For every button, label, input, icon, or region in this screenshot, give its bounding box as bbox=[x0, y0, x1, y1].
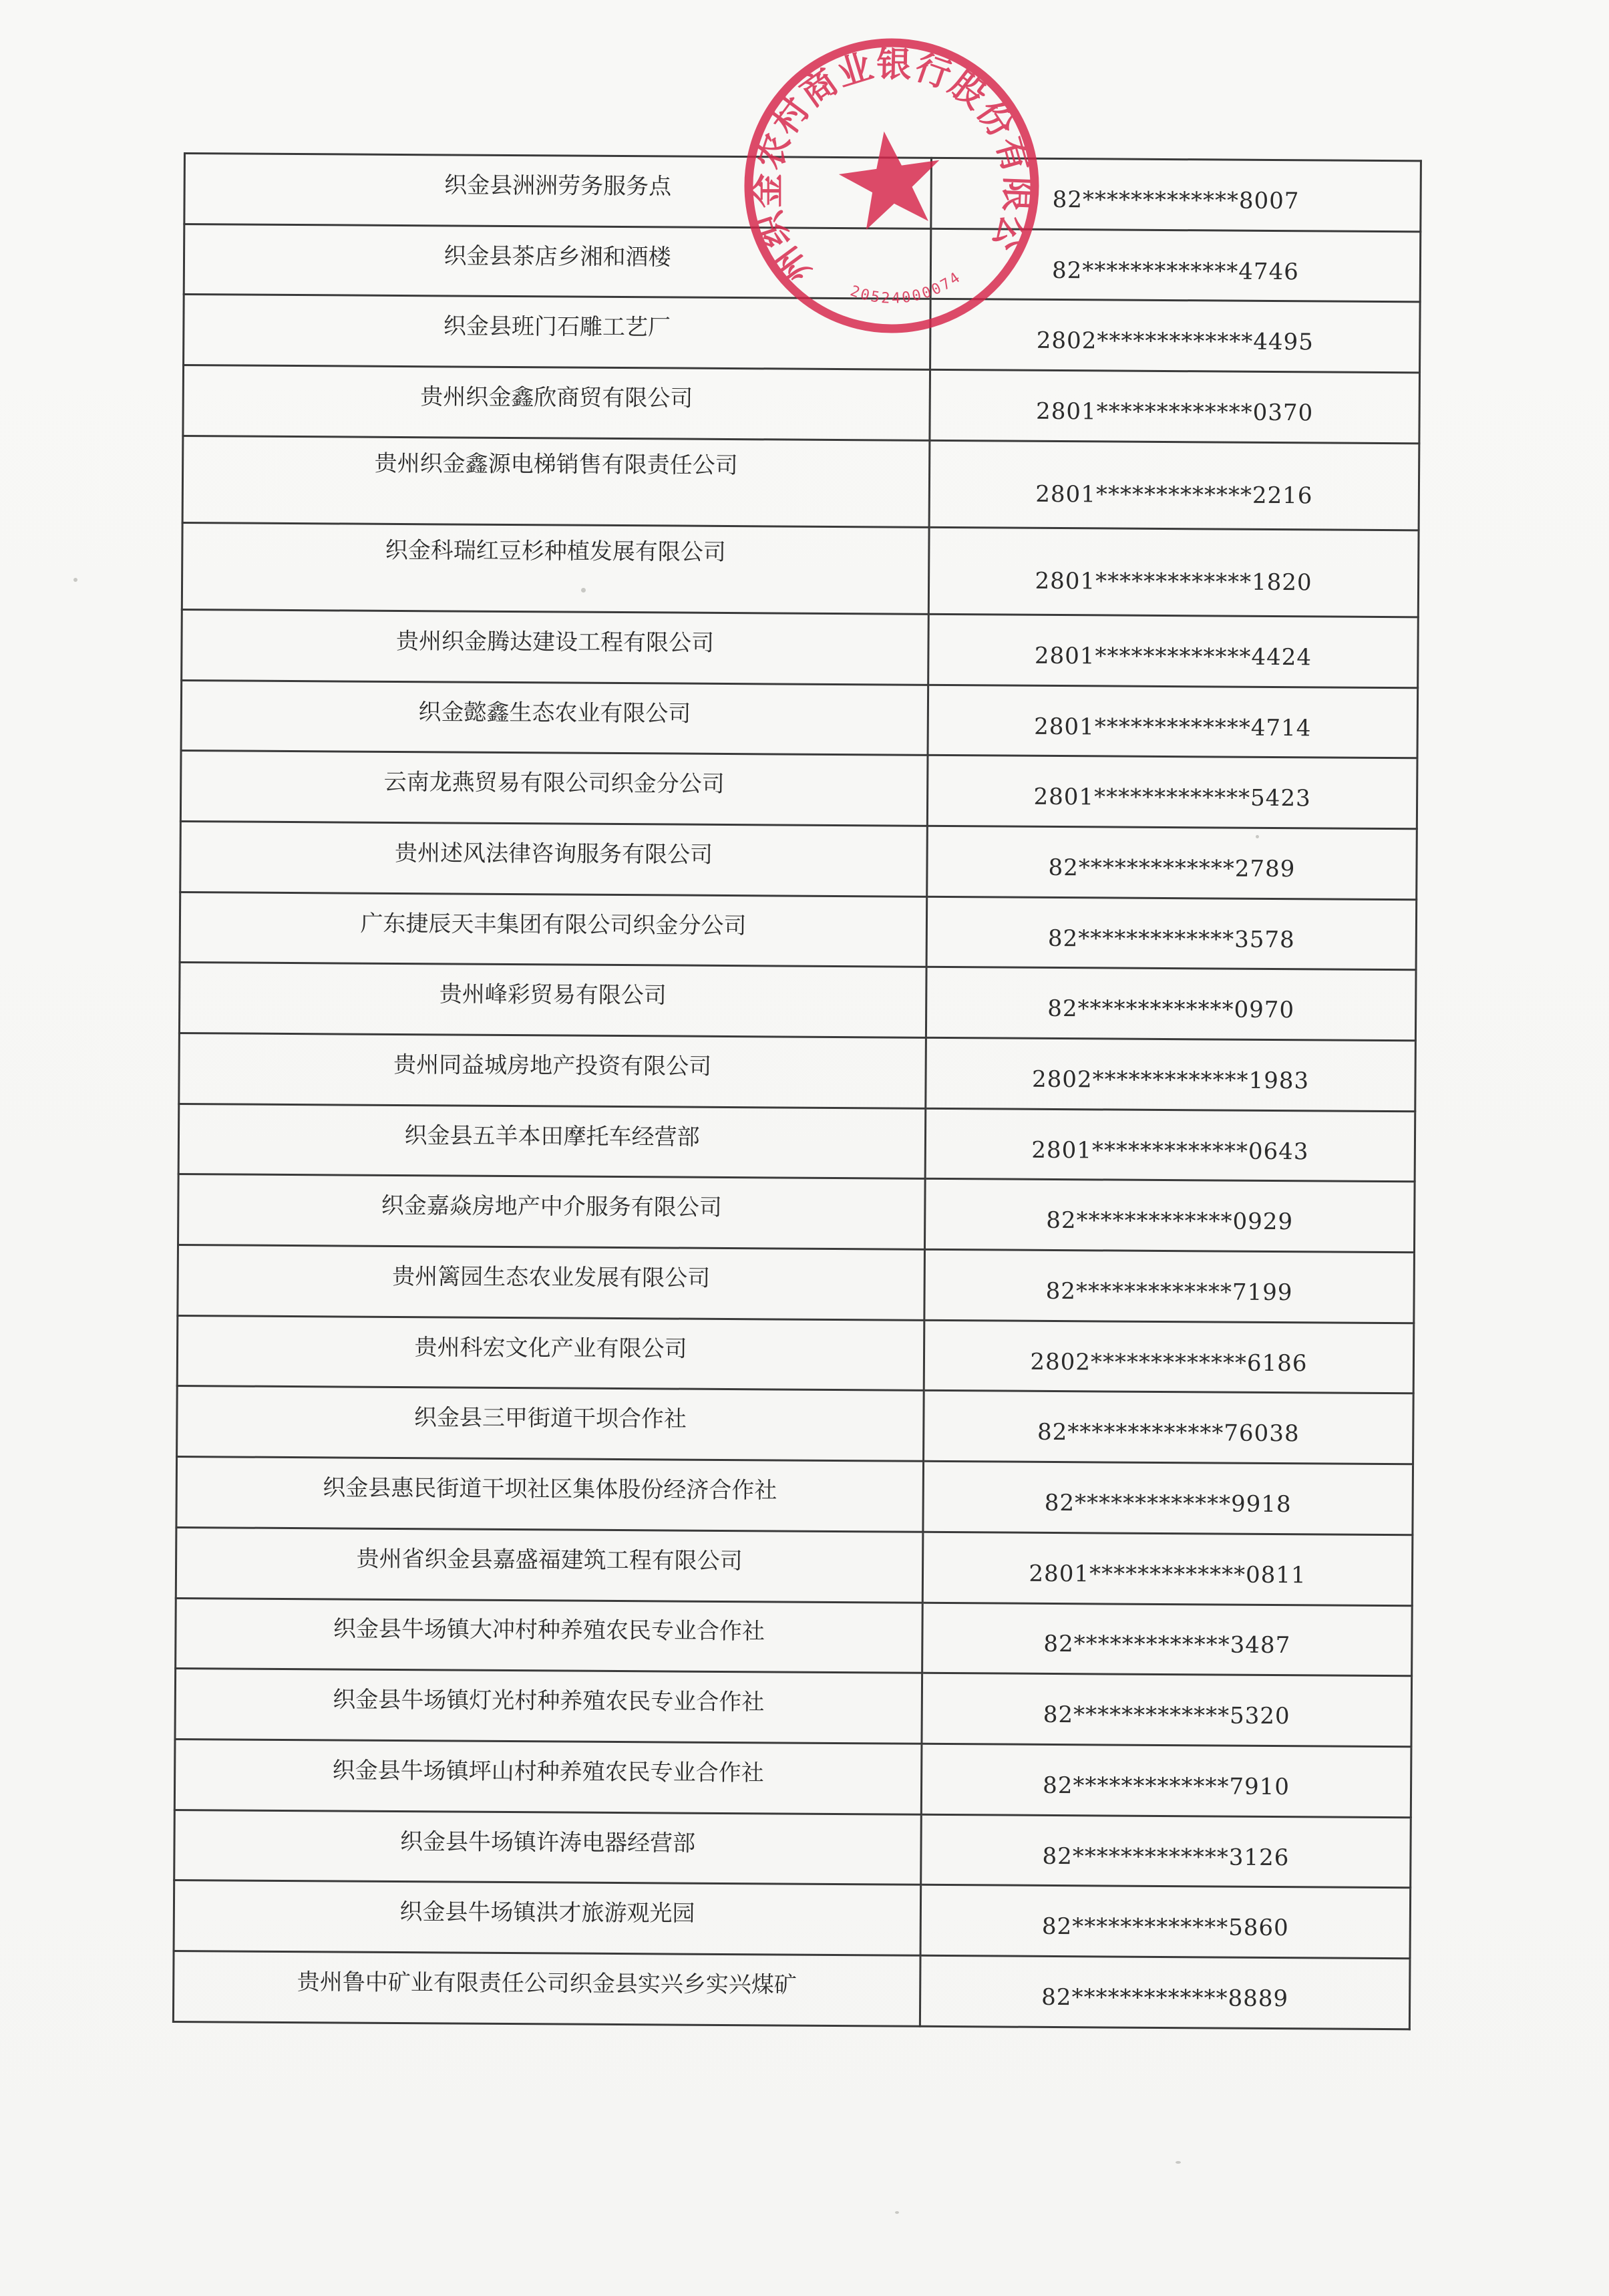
company-name: 贵州同益城房地产投资有限公司 bbox=[179, 1033, 926, 1109]
account-number: 2802*************6186 bbox=[924, 1320, 1414, 1393]
company-name: 贵州峰彩贸易有限公司 bbox=[179, 963, 926, 1038]
table-row bbox=[180, 892, 1417, 970]
account-number: 82*************5320 bbox=[922, 1673, 1412, 1747]
table-row bbox=[176, 1527, 1413, 1605]
company-name: 广东捷辰天丰集团有限公司织金分公司 bbox=[180, 892, 927, 967]
table-row bbox=[179, 963, 1416, 1041]
account-number: 82*************8007 bbox=[931, 158, 1421, 231]
company-name: 织金县牛场镇洪才旅游观光园 bbox=[174, 1880, 921, 1956]
company-name: 贵州省织金县嘉盛福建筑工程有限公司 bbox=[176, 1527, 923, 1603]
account-number: 2801*************1820 bbox=[928, 527, 1419, 617]
scan-speck bbox=[73, 578, 77, 582]
account-number: 2801*************0370 bbox=[930, 369, 1420, 443]
company-name: 贵州织金腾达建设工程有限公司 bbox=[182, 609, 929, 685]
account-number: 2801*************5423 bbox=[927, 756, 1417, 829]
company-name: 织金县班门石雕工艺厂 bbox=[184, 295, 931, 370]
account-number: 82*************0970 bbox=[926, 967, 1416, 1041]
table-row bbox=[179, 1033, 1416, 1112]
company-name: 织金县三甲街道干坝合作社 bbox=[177, 1386, 924, 1462]
table-row bbox=[173, 1951, 1410, 2029]
company-name: 织金科瑞红豆杉种植发展有限公司 bbox=[182, 522, 929, 614]
account-number: 82*************4746 bbox=[930, 228, 1421, 302]
account-number: 82*************2789 bbox=[927, 826, 1417, 899]
table-row bbox=[182, 436, 1419, 530]
account-number: 2801*************0811 bbox=[922, 1532, 1413, 1605]
account-number: 82*************3487 bbox=[922, 1603, 1413, 1676]
table-row bbox=[178, 1104, 1415, 1182]
scan-speck bbox=[581, 588, 586, 593]
seal-text: 贵州织金农村商业银行股份有限公司 bbox=[746, 43, 1039, 291]
seal-code: 5205240000740 bbox=[848, 269, 965, 307]
table-row bbox=[180, 821, 1417, 899]
table-row bbox=[174, 1810, 1411, 1888]
table-row bbox=[181, 680, 1418, 758]
table-row bbox=[178, 1245, 1415, 1323]
account-number: 2801*************4714 bbox=[928, 685, 1418, 758]
account-number: 82*************0929 bbox=[924, 1179, 1415, 1253]
account-number: 82*************7910 bbox=[921, 1744, 1411, 1817]
company-name: 云南龙燕贸易有限公司织金分公司 bbox=[180, 751, 928, 826]
company-name: 织金县洲洲劳务服务点 bbox=[184, 154, 932, 229]
table-row bbox=[174, 1739, 1411, 1817]
star-icon bbox=[834, 124, 947, 232]
table-row bbox=[176, 1457, 1413, 1535]
company-name: 织金县五羊本田摩托车经营部 bbox=[178, 1104, 926, 1179]
company-name: 贵州鲁中矿业有限责任公司织金县实兴乡实兴煤矿 bbox=[173, 1951, 920, 2026]
account-number: 82*************3126 bbox=[921, 1814, 1411, 1888]
company-name: 织金县惠民街道干坝社区集体股份经济合作社 bbox=[176, 1457, 924, 1532]
table-row bbox=[182, 522, 1419, 617]
company-name: 织金县牛场镇大冲村种养殖农民专业合作社 bbox=[176, 1598, 923, 1673]
table-row bbox=[183, 365, 1420, 444]
account-number: 82*************8889 bbox=[920, 1955, 1410, 2029]
account-table bbox=[172, 152, 1422, 2030]
account-number: 2802*************1983 bbox=[926, 1037, 1416, 1111]
company-name: 织金县牛场镇坪山村种养殖农民专业合作社 bbox=[174, 1739, 922, 1814]
company-name: 织金县茶店乡湘和酒楼 bbox=[184, 224, 931, 299]
table-row bbox=[176, 1598, 1413, 1676]
account-number: 82*************3578 bbox=[926, 896, 1417, 970]
company-name: 贵州织金鑫源电梯销售有限责任公司 bbox=[182, 436, 930, 527]
scan-speck bbox=[1256, 835, 1259, 838]
table-row bbox=[182, 609, 1419, 687]
account-number: 82*************9918 bbox=[923, 1461, 1413, 1534]
table-row bbox=[174, 1880, 1411, 1959]
scan-speck bbox=[1176, 2161, 1181, 2164]
account-number: 2801*************4424 bbox=[928, 614, 1419, 687]
scan-speck bbox=[895, 2211, 899, 2214]
company-name: 织金懿鑫生态农业有限公司 bbox=[181, 680, 928, 756]
table-row bbox=[177, 1386, 1414, 1464]
account-number: 2801*************2216 bbox=[929, 440, 1419, 530]
account-number: 2801*************0643 bbox=[925, 1108, 1415, 1182]
company-name: 织金县牛场镇灯光村种养殖农民专业合作社 bbox=[175, 1669, 922, 1744]
company-name: 贵州述风法律咨询服务有限公司 bbox=[180, 821, 928, 896]
bank-seal-stamp bbox=[731, 25, 1052, 346]
table-row bbox=[175, 1669, 1412, 1747]
account-number: 2802*************4495 bbox=[930, 299, 1421, 373]
table-row bbox=[177, 1315, 1414, 1393]
account-number: 82*************5860 bbox=[920, 1885, 1411, 1959]
company-name: 织金嘉焱房地产中介服务有限公司 bbox=[178, 1174, 926, 1250]
account-number: 82*************7199 bbox=[924, 1249, 1415, 1323]
company-name: 织金县牛场镇许涛电器经营部 bbox=[174, 1810, 922, 1885]
table-row bbox=[180, 751, 1417, 829]
company-name: 贵州篱园生态农业发展有限公司 bbox=[178, 1245, 925, 1321]
company-name: 贵州织金鑫欣商贸有限公司 bbox=[183, 365, 930, 441]
table-row bbox=[178, 1174, 1415, 1253]
account-number: 82*************76038 bbox=[924, 1391, 1414, 1464]
company-name: 贵州科宏文化产业有限公司 bbox=[177, 1315, 924, 1391]
